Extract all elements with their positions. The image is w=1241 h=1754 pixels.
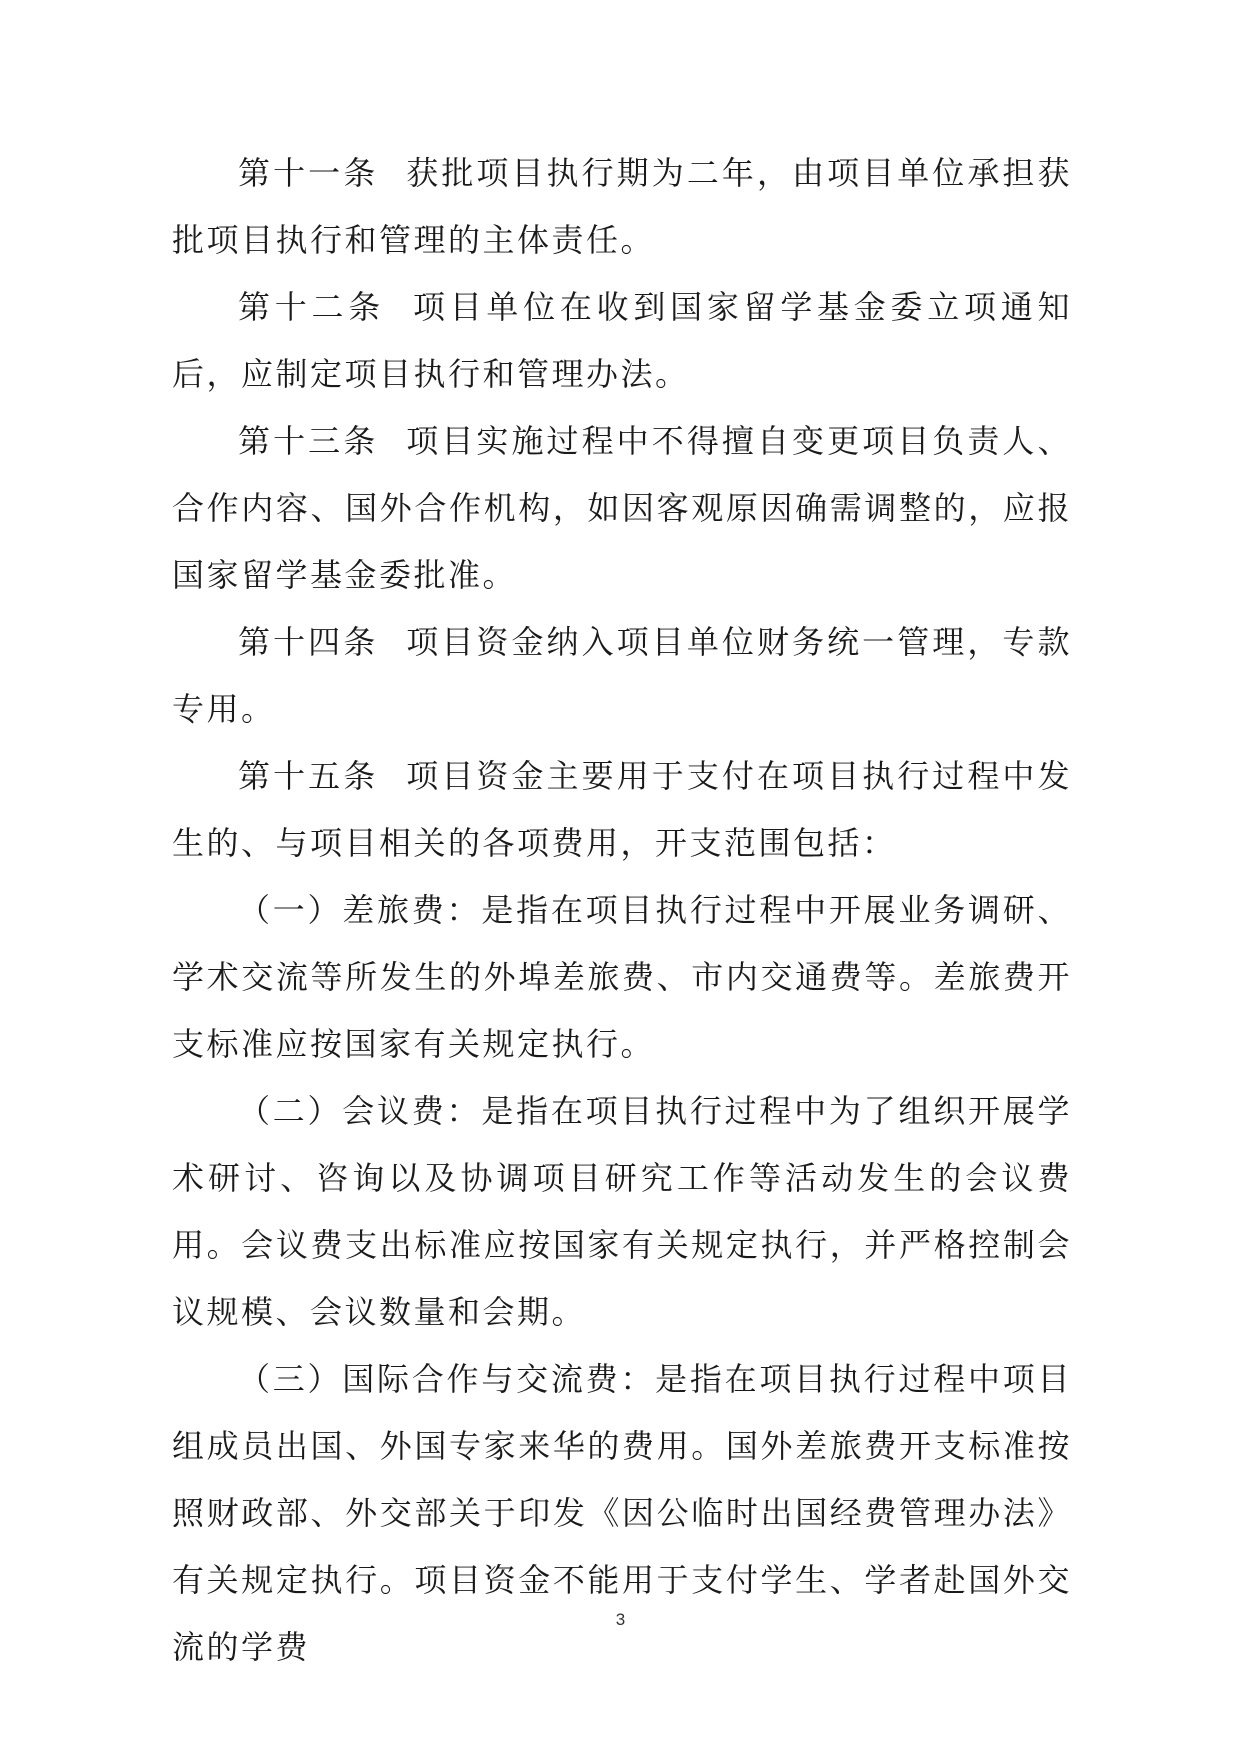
article-title: 第十五条 <box>238 757 379 795</box>
expense-item-meeting: （二）会议费：是指在项目执行过程中为了组织开展学术研讨、咨询以及协调项目研究工作等活动发生的会议费用。会议费支出标准应按国家有关规定执行，并严格控制会议规模、会议数量和会期。 <box>172 1092 1072 1331</box>
article-title: 第十二条 <box>238 288 385 326</box>
article-13 <box>172 408 1072 609</box>
article-title: 第十三条 <box>238 422 379 460</box>
article-12 <box>172 274 1072 408</box>
article-text: 项目资金纳入项目单位财务统一管理，专款专用。 <box>172 623 1072 728</box>
article-title: 第十四条 <box>238 623 379 661</box>
article-text: 项目单位在收到国家留学基金委立项通知后，应制定项目执行和管理办法。 <box>172 288 1072 393</box>
article-text: 项目资金主要用于支付在项目执行过程中发生的、与项目相关的各项费用，开支范围包括： <box>172 757 1072 862</box>
article-11 <box>172 140 1072 274</box>
article-14 <box>172 609 1072 743</box>
expense-item-travel: （一）差旅费：是指在项目执行过程中开展业务调研、学术交流等所发生的外埠差旅费、市内交通费等。差旅费开支标准应按国家有关规定执行。 <box>172 891 1072 1063</box>
expense-item-international: （三）国际合作与交流费：是指在项目执行过程中项目组成员出国、外国专家来华的费用。国外差旅费开支标准按照财政部、外交部关于印发《因公临时出国经费管理办法》有关规定执行。项目资金不能用于支付学生、学者赴国外交流的学费 <box>172 1360 1072 1666</box>
article-15 <box>172 743 1072 877</box>
article-text: 项目实施过程中不得擅自变更项目负责人、合作内容、国外合作机构，如因客观原因确需调整的，应报国家留学基金委批准。 <box>172 422 1072 594</box>
page-number: 3 <box>615 1610 626 1629</box>
document-body <box>172 140 1072 1681</box>
article-text: 获批项目执行期为二年，由项目单位承担获批项目执行和管理的主体责任。 <box>172 154 1072 259</box>
article-title: 第十一条 <box>238 154 379 192</box>
